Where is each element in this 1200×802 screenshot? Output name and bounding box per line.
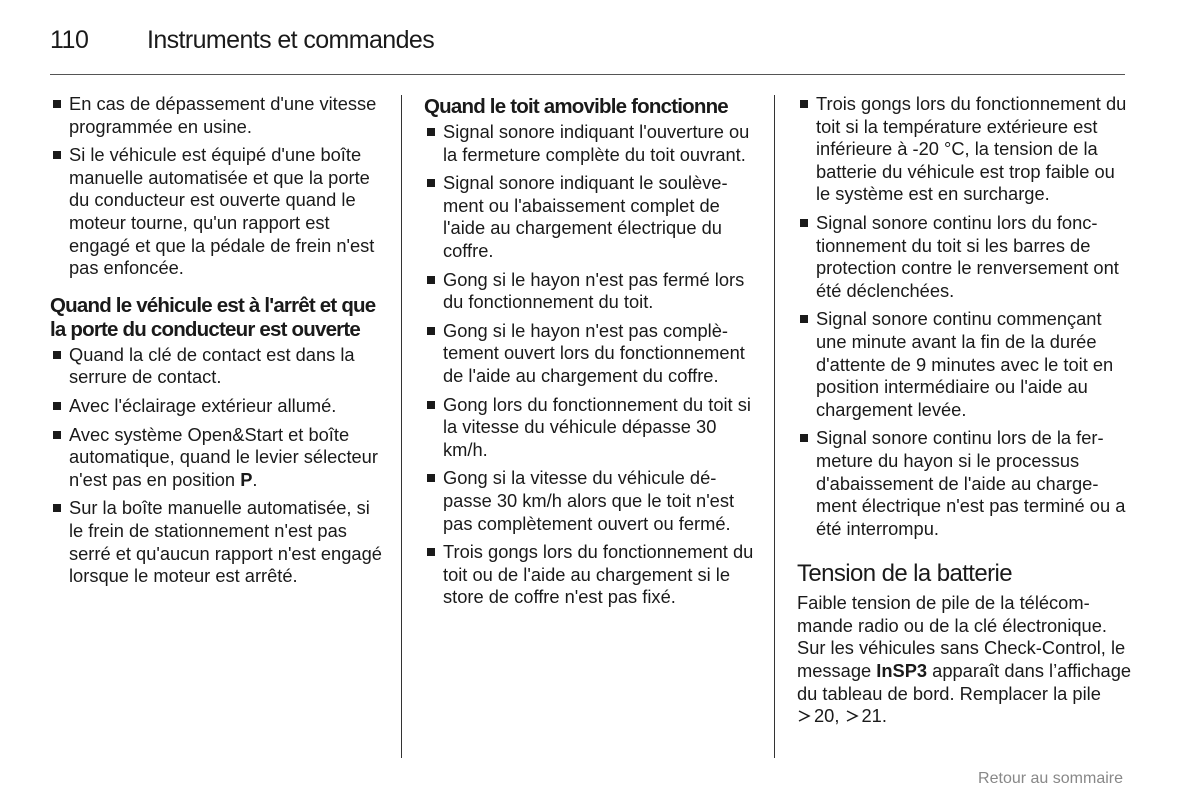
column-divider bbox=[401, 95, 402, 758]
paragraph-text: apparaît dans l’affichage du tableau de bord. Remplacer la pile bbox=[797, 660, 1132, 704]
list-item: En cas de dépassement d'une vitesse programmée en usine. bbox=[50, 93, 385, 138]
subheading: Quand le véhicule est à l'arrêt et que la porte du conducteur est ouverte bbox=[50, 293, 376, 341]
header-rule bbox=[50, 74, 1125, 75]
gear-position-label: P bbox=[240, 468, 253, 490]
list-item: Trois gongs lors du fonctionnement du toit ou de l'aide au chargement si le store de coffre n'est pas fixé. bbox=[424, 541, 759, 609]
paragraph bbox=[797, 592, 1132, 728]
bullet-list bbox=[50, 93, 385, 280]
subheading: Quand le toit amovible fonctionne bbox=[424, 95, 728, 118]
list-item: Si le véhicule est équipé d'une boîte manuelle automatisée et que la porte du conducteur est ouverte quand le moteur tourne, qu'un rapport est engagé et que la pédale de frein n'est pas enfoncée. bbox=[50, 144, 385, 280]
paragraph-text: Faible tension de pile de la télécommande radio ou de la clé électronique. Sur les véhicules sans Check-Control, le message bbox=[797, 592, 1126, 682]
column-3 bbox=[797, 93, 1132, 728]
paragraph-text: . bbox=[881, 705, 887, 727]
list-item: Signal sonore indiquant l'ouverture ou la fermeture complète du toit ouvrant. bbox=[424, 121, 759, 166]
page-header bbox=[50, 22, 1125, 62]
list-item: Sur la boîte manuelle automatisée, si le frein de stationnement n'est pas serré et qu'aucun rapport n'est engagé lorsque le moteur est arrêté. bbox=[50, 497, 385, 587]
column-divider bbox=[774, 95, 775, 758]
ref-separator: , bbox=[834, 705, 845, 727]
list-item: Quand la clé de contact est dans la serrure de contact. bbox=[50, 344, 385, 389]
list-item-text: Avec système Open&Start et boîte automatique, quand le levier sélecteur n'est pas en position bbox=[69, 423, 378, 490]
list-item: Signal sonore continu commençant une minute avant la fin de la durée d'attente de 9 minutes avec le toit en position intermédiaire ou l'aide au chargement levée. bbox=[797, 308, 1132, 421]
column-2 bbox=[424, 93, 759, 615]
list-item: Signal sonore continu lors du fonctionnement du toit si les barres de protection contre le renversement ont été déclenchées. bbox=[797, 212, 1132, 302]
list-item: Gong si le hayon n'est pas complètement ouvert lors du fonctionnement de l'aide au chargement du coffre. bbox=[424, 320, 759, 388]
back-to-contents-link[interactable]: Retour au sommaire bbox=[978, 770, 1123, 787]
page-ref-icon bbox=[797, 709, 811, 723]
list-item: Gong si la vitesse du véhicule dépasse 30 km/h alors que le toit n'est pas complètement ouvert ou fermé. bbox=[424, 467, 759, 535]
message-code: InSP3 bbox=[876, 660, 928, 682]
page-ref-number: 21 bbox=[861, 705, 882, 727]
column-1 bbox=[50, 93, 385, 594]
bullet-list bbox=[50, 344, 385, 588]
page-title: Instruments et commandes bbox=[147, 26, 435, 54]
list-item: Gong lors du fonctionnement du toit si la vitesse du véhicule dépasse 30 km/h. bbox=[424, 394, 759, 462]
list-item: Signal sonore continu lors de la fermeture du hayon si le processus d'abaissement de l'aide au chargement électrique n'est pas terminé ou a été interrompu. bbox=[797, 427, 1132, 540]
list-item-text: . bbox=[252, 468, 258, 490]
bullet-list bbox=[797, 93, 1132, 540]
page-ref-icon bbox=[845, 709, 859, 723]
page-ref-number: 20 bbox=[814, 705, 835, 727]
section-title: Tension de la batterie bbox=[797, 560, 1012, 588]
page-ref-link[interactable] bbox=[845, 705, 882, 726]
list-item: Gong si le hayon n'est pas fermé lors du fonctionnement du toit. bbox=[424, 269, 759, 314]
list-item: Trois gongs lors du fonctionnement du toit si la température extérieure est inférieure à -20 °C, la tension de la batterie du véhicule est trop faible ou le système est en surcharge. bbox=[797, 93, 1132, 206]
list-item: Signal sonore indiquant le soulèvement ou l'abaissement complet de l'aide au chargement électrique du coffre. bbox=[424, 172, 759, 262]
page-number: 110 bbox=[50, 26, 89, 54]
list-item bbox=[50, 424, 385, 492]
list-item: Avec l'éclairage extérieur allumé. bbox=[50, 395, 385, 418]
page-ref-link[interactable] bbox=[797, 705, 834, 726]
bullet-list bbox=[424, 121, 759, 609]
